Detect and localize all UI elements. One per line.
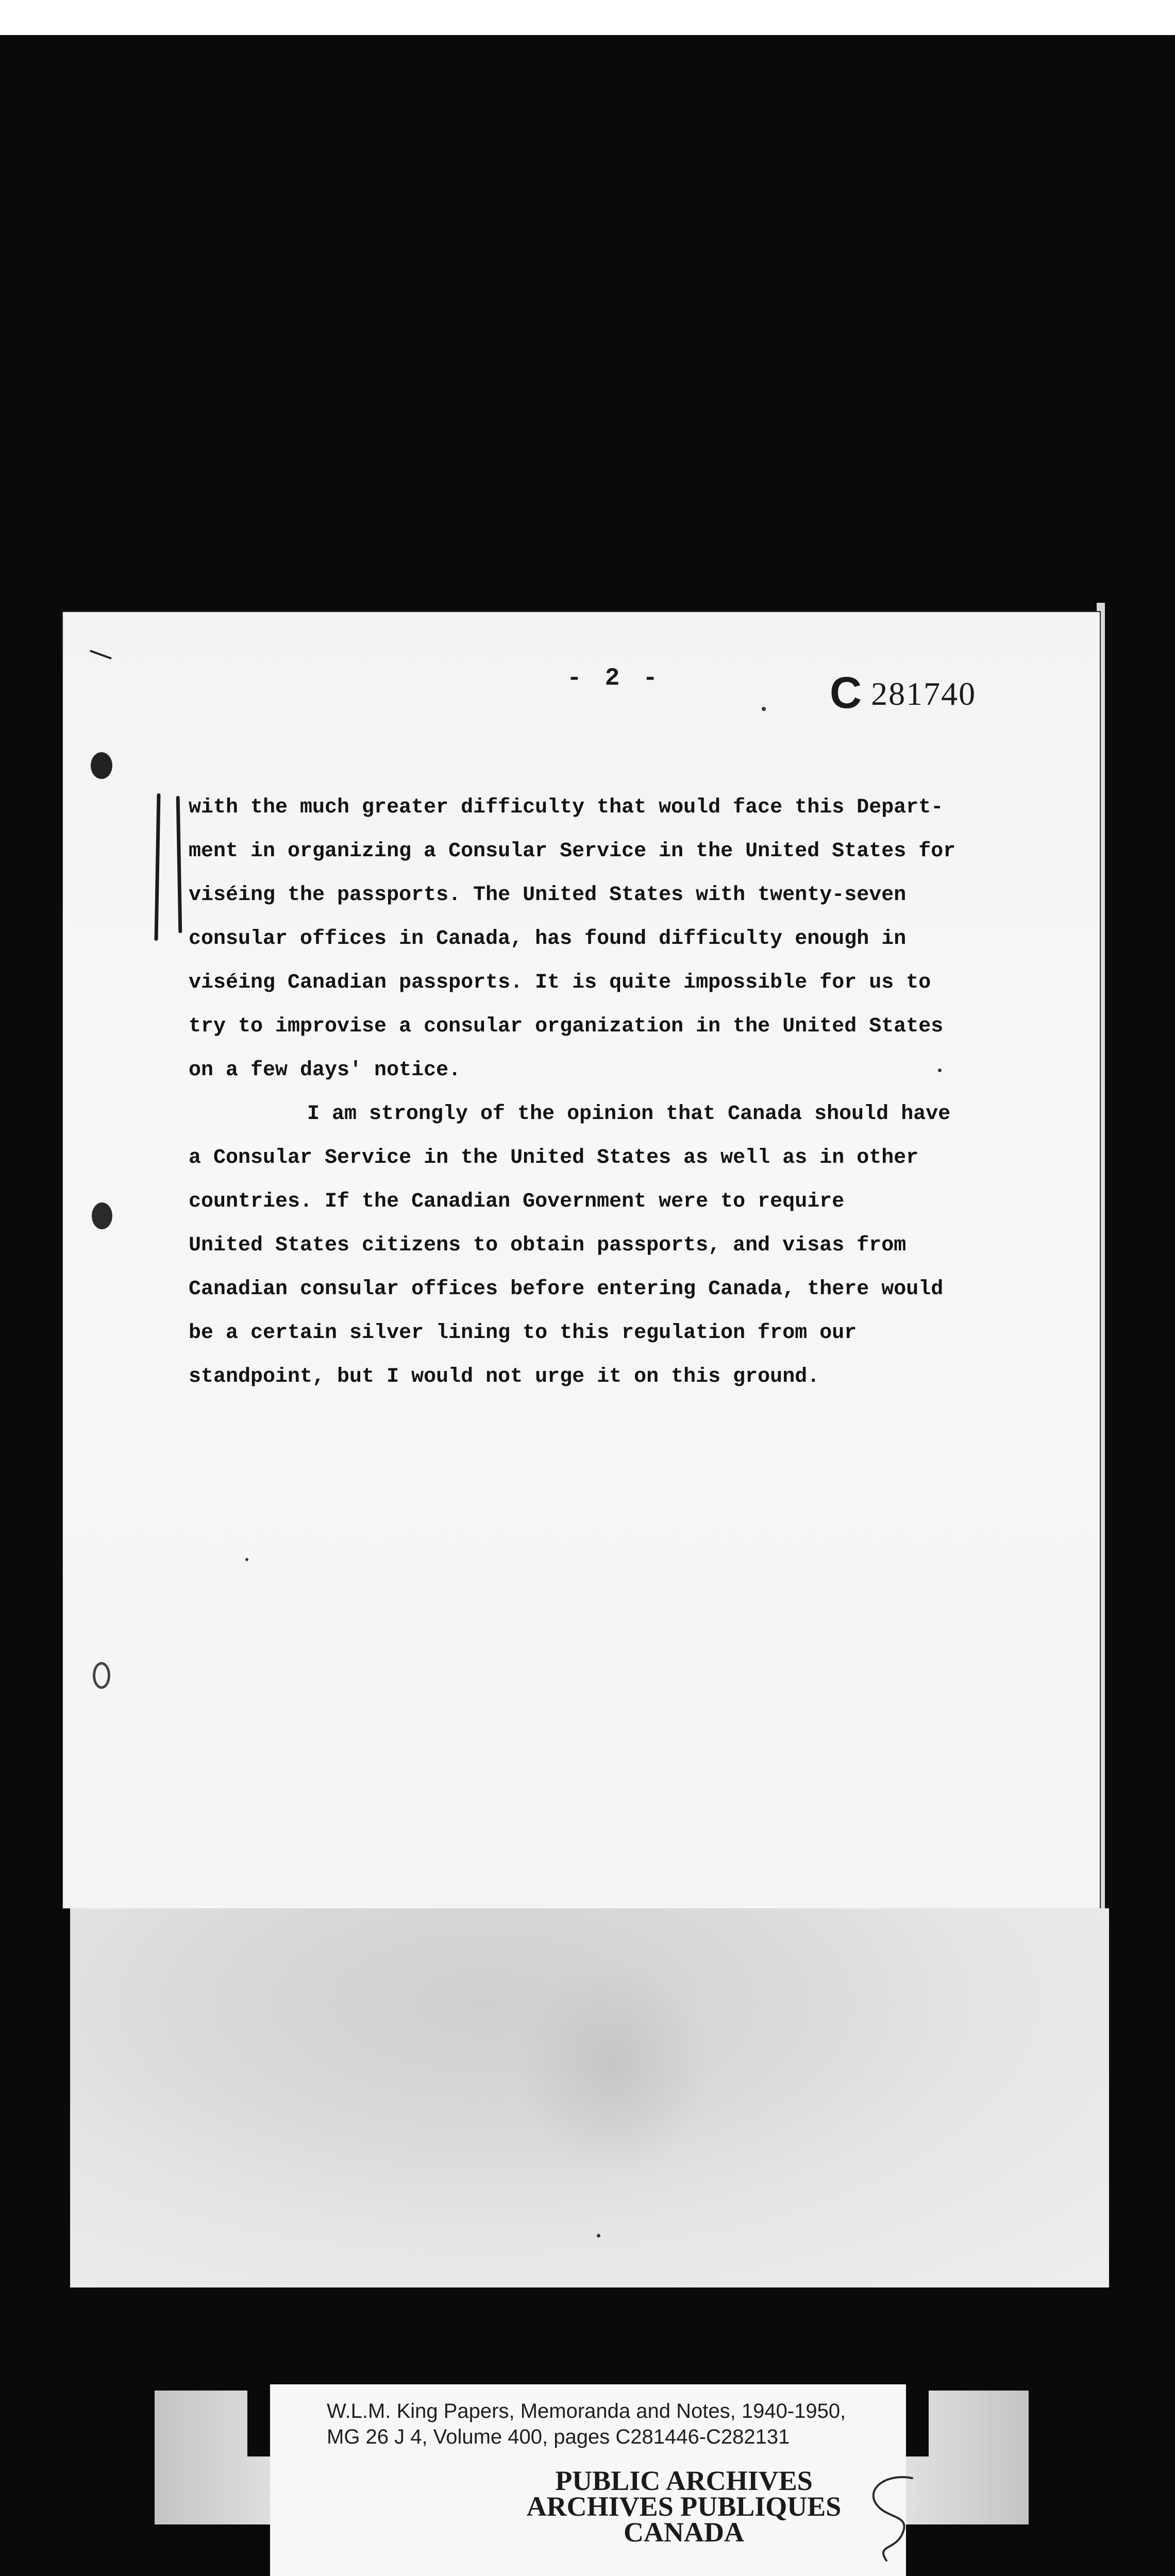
text-line: United States citizens to obtain passports, and visas from [189, 1234, 907, 1257]
document-id-prefix: C [830, 668, 862, 718]
document-id-stamp [830, 668, 976, 719]
punch-hole-bottom [93, 1662, 110, 1689]
archives-stamp-english: PUBLIC ARCHIVES [555, 2465, 813, 2496]
paragraph-start-line: I am strongly of the opinion that Canada should have [307, 1103, 951, 1126]
backing-stain [515, 1958, 711, 2174]
page-number: - 2 - [567, 665, 662, 692]
text-line: standpoint, but I would not urge it on this ground. [189, 1365, 820, 1388]
signature-scribble-icon [855, 2468, 928, 2566]
collection-citation-line-1: W.L.M. King Papers, Memoranda and Notes, 1940-1950, [327, 2400, 846, 2422]
text-line: a Consular Service in the United States as well as in other [189, 1146, 919, 1170]
ink-speck [762, 707, 766, 711]
text-line: on a few days' notice. [189, 1059, 461, 1082]
text-line: countries. If the Canadian Government were to require [189, 1190, 845, 1213]
ink-speck [245, 1558, 248, 1561]
text-line: be a certain silver lining to this regulation from our [189, 1321, 857, 1345]
text-line: consular offices in Canada, has found difficulty enough in [189, 927, 907, 951]
letter-body [189, 786, 1039, 1399]
text-line: viséing the passports. The United States with twenty-seven [189, 884, 907, 907]
collection-citation-line-2: MG 26 J 4, Volume 400, pages C281446-C282131 [327, 2426, 790, 2448]
text-line: try to improvise a consular organization in the United States [189, 1015, 944, 1038]
ink-speck [597, 2234, 600, 2238]
document-id-number: 281740 [871, 675, 977, 712]
text-line: Canadian consular offices before entering Canada, there would [189, 1278, 944, 1301]
archives-stamp-french: ARCHIVES PUBLIQUES [526, 2491, 842, 2522]
text-line: with the much greater difficulty that would face this Depart- [189, 796, 944, 819]
text-line: viséing Canadian passports. It is quite impossible for us to [189, 971, 931, 994]
label-notch-left [247, 2384, 270, 2456]
archives-stamp-country: CANADA [624, 2517, 744, 2548]
punch-hole-top [91, 752, 112, 779]
text-line: ment in organizing a Consular Service in the United States for [189, 840, 956, 863]
punch-hole-middle [92, 1202, 112, 1229]
label-notch-right [906, 2384, 929, 2456]
